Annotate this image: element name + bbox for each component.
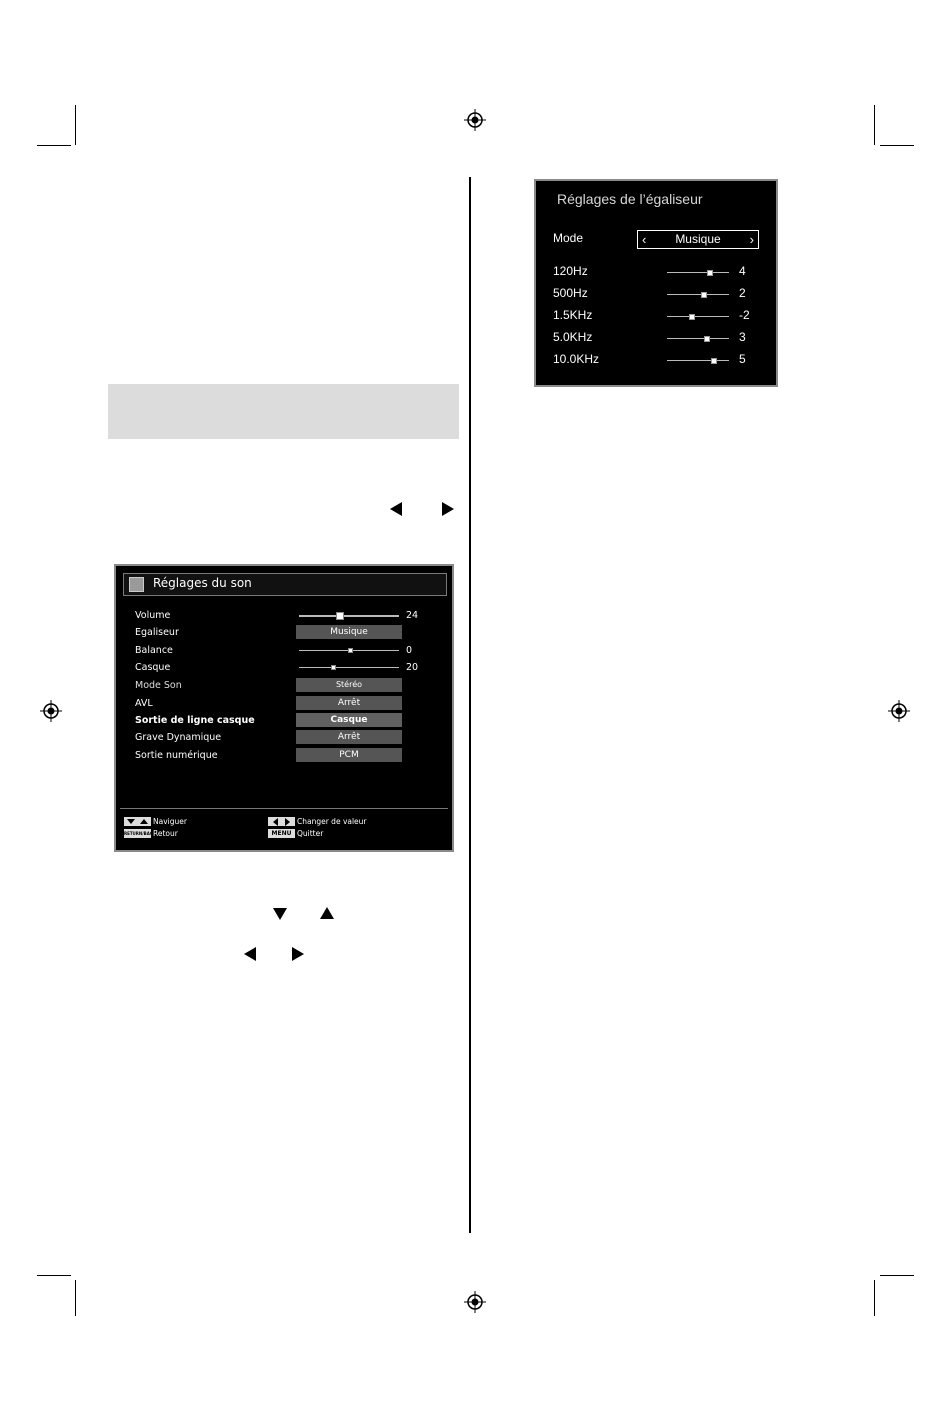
slider-knob[interactable] bbox=[348, 648, 353, 653]
volume-slider[interactable] bbox=[299, 615, 399, 617]
crop-mark-top-left-v bbox=[75, 105, 76, 145]
eq-band-label: 10.0KHz bbox=[553, 352, 600, 366]
eq-band-value: 3 bbox=[739, 330, 746, 344]
menu-row-label: Sortie de ligne casque bbox=[135, 715, 255, 726]
eq-band-slider[interactable] bbox=[667, 294, 729, 295]
crop-mark-bottom-left-v bbox=[75, 1280, 76, 1316]
mode-value: Musique bbox=[675, 232, 721, 246]
menu-row-option[interactable]: Stéréo bbox=[296, 678, 402, 692]
back-key-icon: RETURN/BACK bbox=[124, 831, 156, 836]
eq-band-slider[interactable] bbox=[667, 338, 729, 339]
menu-row-headphone-line-out[interactable] bbox=[135, 713, 435, 729]
chevron-left-icon[interactable]: ‹ bbox=[642, 232, 647, 247]
eq-band-knob[interactable] bbox=[704, 336, 710, 342]
equalizer-settings-screen bbox=[534, 179, 778, 387]
down-arrow-icon bbox=[273, 908, 287, 920]
menu-row-digital-out[interactable] bbox=[135, 748, 435, 764]
left-arrow-icon bbox=[390, 502, 402, 516]
menu-row-equalizer[interactable] bbox=[135, 625, 435, 641]
hint-navigate: Naviguer bbox=[153, 817, 187, 826]
menu-row-sound-mode[interactable] bbox=[135, 678, 435, 694]
eq-band-knob[interactable] bbox=[701, 292, 707, 298]
menu-row-label: Egaliseur bbox=[135, 627, 179, 638]
right-triangle-icon bbox=[285, 818, 290, 826]
mode-selector[interactable] bbox=[637, 230, 759, 249]
menu-row-value: 20 bbox=[406, 662, 419, 673]
menu-row-label: Balance bbox=[135, 645, 173, 656]
menu-row-option[interactable]: Arrêt bbox=[296, 730, 402, 744]
eq-band-value: 5 bbox=[739, 352, 746, 366]
right-arrow-icon bbox=[292, 947, 304, 961]
sound-settings-titlebar bbox=[123, 573, 447, 596]
crop-mark-top-right-h bbox=[880, 145, 914, 146]
menu-row-dynamic-bass[interactable] bbox=[135, 730, 435, 746]
column-divider bbox=[469, 177, 471, 1233]
crop-mark-top-left-h bbox=[37, 145, 71, 146]
menu-row-balance[interactable] bbox=[135, 643, 435, 659]
eq-band-label: 120Hz bbox=[553, 264, 588, 278]
eq-band-value: 4 bbox=[739, 264, 746, 278]
menu-key-icon: MENU bbox=[268, 829, 295, 838]
sound-settings-icon bbox=[129, 577, 144, 592]
menu-row-label: Mode Son bbox=[135, 680, 182, 691]
crop-mark-bottom-left-h bbox=[37, 1275, 71, 1276]
crop-mark-bottom-right-v bbox=[874, 1280, 875, 1316]
menu-row-option[interactable]: Arrêt bbox=[296, 696, 402, 710]
eq-band-row[interactable] bbox=[553, 330, 773, 346]
eq-band-knob[interactable] bbox=[707, 270, 713, 276]
right-arrow-icon bbox=[442, 502, 454, 516]
menu-row-option[interactable]: Casque bbox=[296, 713, 402, 727]
eq-band-knob[interactable] bbox=[689, 314, 695, 320]
eq-band-label: 5.0KHz bbox=[553, 330, 593, 344]
eq-band-knob[interactable] bbox=[711, 358, 717, 364]
sound-settings-title: Réglages du son bbox=[153, 576, 252, 590]
slider-knob[interactable] bbox=[331, 665, 336, 670]
menu-row-label: Grave Dynamique bbox=[135, 732, 222, 743]
registration-mark-icon bbox=[464, 109, 486, 131]
menu-row-option[interactable]: PCM bbox=[296, 748, 402, 762]
eq-band-slider[interactable] bbox=[667, 272, 729, 273]
menu-row-label: Sortie numérique bbox=[135, 750, 218, 761]
eq-band-row[interactable] bbox=[553, 264, 773, 280]
balance-slider[interactable] bbox=[299, 650, 399, 651]
menu-row-label: AVL bbox=[135, 698, 153, 709]
menu-row-value: 24 bbox=[406, 610, 419, 621]
eq-band-row[interactable] bbox=[553, 308, 773, 324]
registration-mark-icon bbox=[464, 1291, 486, 1313]
left-arrow-icon bbox=[244, 947, 256, 961]
crop-mark-bottom-right-h bbox=[880, 1275, 914, 1276]
hint-back: Retour bbox=[153, 829, 178, 838]
hint-change-value: Changer de valeur bbox=[297, 817, 367, 826]
eq-band-value: 2 bbox=[739, 286, 746, 300]
left-right-keys-icon bbox=[268, 817, 295, 826]
left-triangle-icon bbox=[273, 818, 278, 826]
menu-row-label: Casque bbox=[135, 662, 171, 673]
hint-separator bbox=[120, 808, 448, 809]
down-up-keys-icon bbox=[124, 817, 151, 826]
down-triangle-icon bbox=[127, 819, 135, 824]
eq-band-label: 1.5KHz bbox=[553, 308, 593, 322]
headphone-slider[interactable] bbox=[299, 667, 399, 668]
chevron-right-icon[interactable]: › bbox=[749, 232, 754, 247]
up-arrow-icon bbox=[320, 907, 334, 919]
eq-band-row[interactable] bbox=[553, 286, 773, 302]
menu-row-value: 0 bbox=[406, 645, 413, 656]
registration-mark-icon bbox=[888, 700, 910, 722]
up-triangle-icon bbox=[140, 819, 148, 824]
menu-row-volume[interactable] bbox=[135, 608, 435, 624]
menu-row-headphone[interactable] bbox=[135, 660, 435, 676]
eq-band-label: 500Hz bbox=[553, 286, 588, 300]
sound-settings-screen bbox=[114, 564, 454, 852]
hint-quit: Quitter bbox=[297, 829, 324, 838]
menu-row-option[interactable]: Musique bbox=[296, 625, 402, 639]
slider-knob[interactable] bbox=[336, 612, 344, 620]
mode-label: Mode bbox=[553, 231, 584, 245]
section-heading-bar bbox=[108, 384, 459, 439]
crop-mark-top-right-v bbox=[874, 105, 875, 145]
registration-mark-icon bbox=[40, 700, 62, 722]
eq-band-slider[interactable] bbox=[667, 316, 729, 317]
eq-band-row[interactable] bbox=[553, 352, 773, 368]
equalizer-title: Réglages de l’égaliseur bbox=[557, 191, 703, 207]
menu-row-avl[interactable] bbox=[135, 696, 435, 712]
menu-row-label: Volume bbox=[135, 610, 171, 621]
eq-band-slider[interactable] bbox=[667, 360, 729, 361]
eq-band-value: -2 bbox=[739, 308, 750, 322]
